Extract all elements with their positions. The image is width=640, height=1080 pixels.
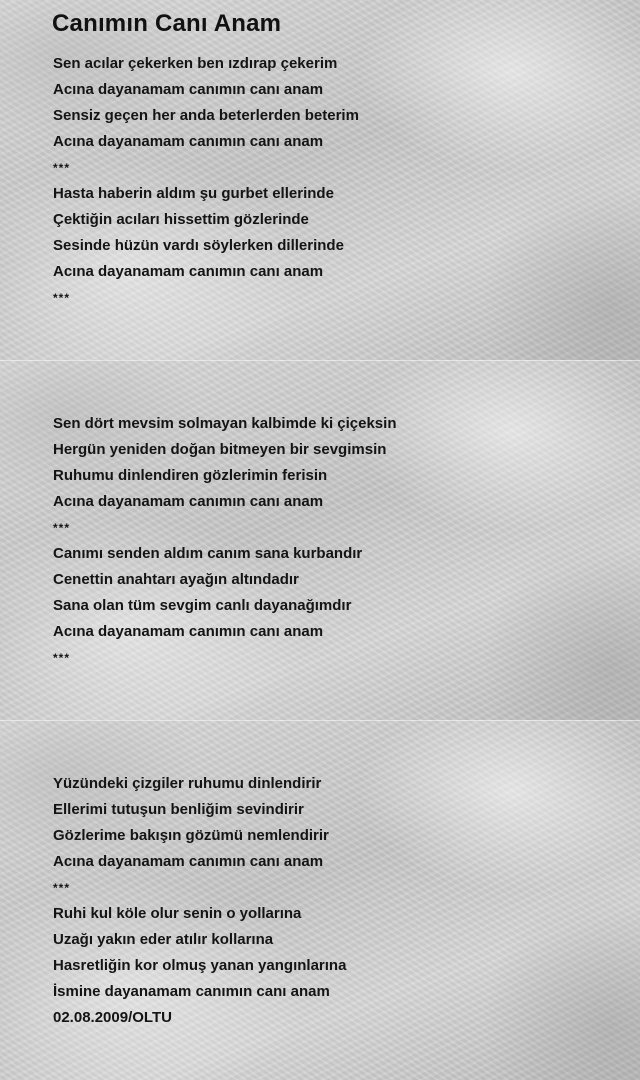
poem-line: Acına dayanamam canımın canı anam: [53, 493, 324, 510]
poem-line: Cenettin anahtarı ayağın altındadır: [53, 571, 299, 588]
stanza-separator: ***: [53, 651, 71, 665]
poem-line: Hasta haberin aldım şu gurbet ellerinde: [53, 185, 334, 202]
poem-line: Sesinde hüzün vardı söylerken dillerinde: [53, 237, 344, 254]
poem-line: Sen dört mevsim solmayan kalbimde ki çiçeksin: [53, 415, 397, 432]
poem-panel-2: [0, 360, 640, 720]
stanza-separator: ***: [53, 521, 71, 535]
poem-line: Sensiz geçen her anda beterlerden beterim: [53, 107, 359, 124]
poem-line: Uzağı yakın eder atılır kollarına: [53, 931, 274, 948]
stanza-separator: ***: [53, 291, 71, 305]
poem-line: Ruhumu dinlendiren gözlerimin ferisin: [53, 467, 328, 484]
poem-line: Hergün yeniden doğan bitmeyen bir sevgimsin: [53, 441, 387, 458]
poem-line: Acına dayanamam canımın canı anam: [53, 623, 324, 640]
stanza-separator: ***: [53, 161, 71, 175]
poem-line: Acına dayanamam canımın canı anam: [53, 853, 324, 870]
poem-line: Ruhi kul köle olur senin o yollarına: [53, 905, 302, 922]
poem-line: Ellerimi tutuşun benliğim sevindirir: [53, 801, 304, 818]
poem-title: Canımın Canı Anam: [52, 10, 282, 37]
poem-line: 02.08.2009/OLTU: [53, 1009, 172, 1026]
poem-line: Acına dayanamam canımın canı anam: [53, 81, 324, 98]
poem-line: Hasretliğin kor olmuş yanan yangınlarına: [53, 957, 347, 974]
poem-line: Canımı senden aldım canım sana kurbandır: [53, 545, 363, 562]
poem-panel-1: [0, 0, 640, 360]
poem-lines-1: [53, 51, 359, 311]
poem-line: Çektiğin acıları hissettim gözlerinde: [53, 211, 309, 228]
poem-line: Sen acılar çekerken ben ızdırap çekerim: [53, 55, 338, 72]
panel-divider: [0, 360, 640, 361]
poem-line: Sana olan tüm sevgim canlı dayanağımdır: [53, 597, 352, 614]
stanza-separator: ***: [53, 881, 71, 895]
poem-panel-3: [0, 720, 640, 1080]
poem-line: İsmine dayanamam canımın canı anam: [53, 983, 330, 1000]
poem-line: Acına dayanamam canımın canı anam: [53, 133, 324, 150]
poem-lines-2: [53, 411, 396, 671]
panel-divider: [0, 720, 640, 721]
poem-line: Gözlerime bakışın gözümü nemlendirir: [53, 827, 329, 844]
poem-line: Yüzündeki çizgiler ruhumu dinlendirir: [53, 775, 322, 792]
poem-line: Acına dayanamam canımın canı anam: [53, 263, 324, 280]
poem-lines-3: [53, 771, 346, 1031]
